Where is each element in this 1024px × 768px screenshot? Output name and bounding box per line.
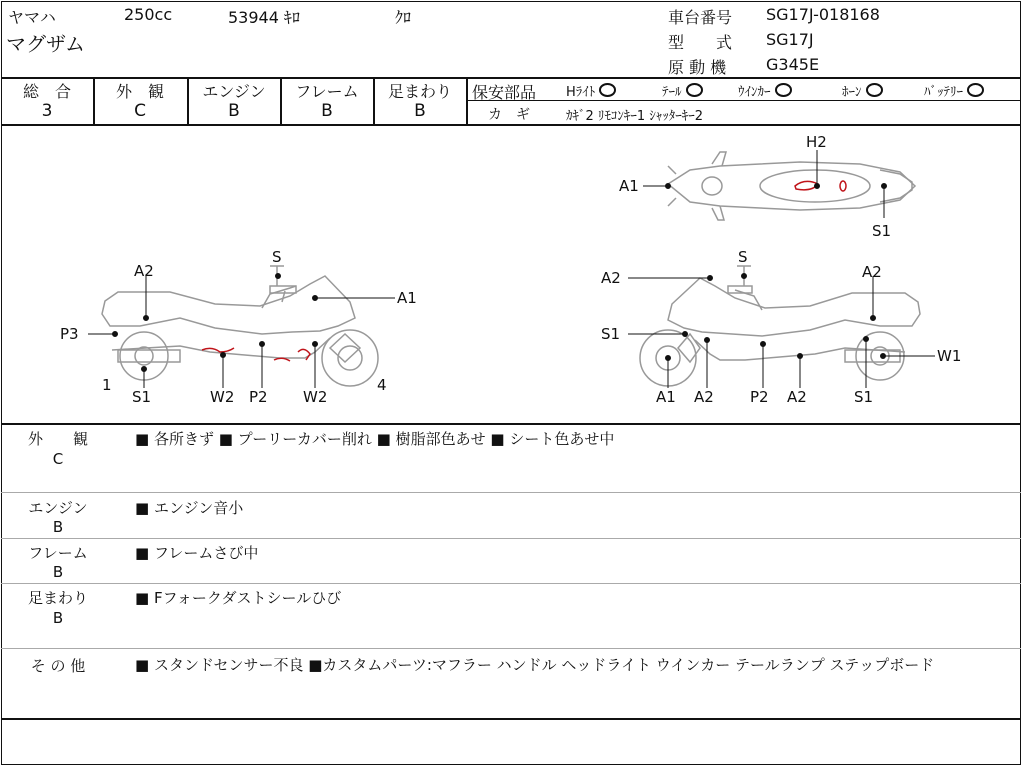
safety-item-label: ﾃｰﾙ: [662, 85, 682, 100]
color: ｸﾛ: [395, 8, 412, 27]
marker-label: A1: [619, 177, 639, 195]
marker-label: S1: [601, 325, 621, 343]
notes-divider: [1, 583, 1021, 584]
notes-divider: [1, 648, 1021, 649]
note-text: ■ フレームさび中: [135, 544, 259, 562]
safety-item-label: ｳｲﾝｶｰ: [738, 85, 771, 100]
notes-divider: [1, 538, 1021, 539]
marker-label: A2: [862, 263, 882, 281]
marker-label: W2: [303, 388, 328, 406]
safety-item-horn: [842, 81, 883, 100]
engine-value: G345E: [766, 55, 820, 74]
safety-item-battery: [924, 81, 984, 100]
note-category: エンジン: [28, 499, 88, 517]
scooter-top-view: [668, 152, 915, 220]
safety-item-label: ﾊﾞｯﾃﾘｰ: [924, 85, 963, 100]
safety-item-label: Hﾗｲﾄ: [566, 85, 596, 100]
safety-label: 保安部品: [472, 83, 537, 102]
notes-divider: [1, 492, 1021, 493]
marker-label: P2: [249, 388, 268, 406]
key-value: ｶｷﾞ2 ﾘﾓｺﾝｷｰ1 ｼｬｯﾀｰｷｰ2: [566, 109, 704, 124]
model-name: マグザム: [6, 32, 85, 56]
notes-bottom-border: [1, 718, 1021, 720]
note-category: 足まわり: [27, 589, 88, 607]
safety-item-label: ﾎｰﾝ: [842, 85, 862, 100]
marker-label: A2: [694, 388, 714, 406]
marker-label: A1: [397, 289, 417, 307]
frame-no-label: 車台番号: [668, 8, 733, 27]
grade-label-overall: 総 合: [22, 82, 71, 101]
note-category: そ の 他: [30, 657, 86, 675]
damage-marks-top: [795, 181, 846, 191]
safety-divider: [466, 100, 1021, 101]
grade-value-overall: 3: [41, 101, 53, 121]
damage-marks-left: [202, 348, 310, 361]
marker-label: S: [738, 248, 748, 266]
grade-label-frame: フレーム: [295, 82, 359, 101]
marker-label: S: [272, 248, 282, 266]
safety-item-headlight: [566, 81, 616, 100]
scooter-right-view: [640, 266, 920, 386]
displacement: 250cc: [124, 5, 173, 24]
ok-circle-icon: [866, 83, 883, 97]
type-label: 型 式: [668, 33, 733, 52]
notes-top-border: [1, 423, 1021, 425]
ok-circle-icon: [599, 83, 616, 97]
note-text: ■ Fフォークダストシールひび: [135, 589, 342, 607]
note-category: 外 観: [27, 430, 88, 448]
note-text: ■ スタンドセンサー不良 ■カスタムパーツ:マフラー ハンドル ヘッドライト ウインカー テールランプ ステップボード: [135, 656, 935, 674]
marker-label: P2: [750, 388, 769, 406]
safety-item-tail: [662, 81, 703, 100]
grade-label-suspension: 足まわり: [387, 82, 452, 101]
key-label: カ ギ: [488, 107, 530, 123]
marker-label: S1: [854, 388, 874, 406]
frame-no: SG17J-018168: [766, 5, 880, 24]
maker: ヤマハ: [8, 8, 56, 27]
ok-circle-icon: [686, 83, 703, 97]
type-value: SG17J: [766, 30, 814, 49]
mileage: 53944 ｷﾛ: [228, 8, 300, 27]
note-grade: B: [52, 609, 64, 627]
grade-label-engine: エンジン: [202, 82, 266, 101]
marker-label: P3: [60, 325, 79, 343]
engine-label: 原 動 機: [668, 58, 727, 77]
note-grade: B: [52, 563, 64, 581]
grade-value-engine: B: [228, 101, 240, 121]
marker-label: A1: [656, 388, 676, 406]
grade-value-exterior: C: [134, 101, 146, 121]
grade-divider: [466, 77, 468, 125]
marker-label: 1: [102, 376, 112, 394]
note-grade: C: [52, 450, 64, 468]
grade-label-exterior: 外 観: [115, 82, 164, 101]
ok-circle-icon: [967, 83, 984, 97]
marker-label: A2: [787, 388, 807, 406]
marker-label: W2: [210, 388, 235, 406]
marker-label: S1: [132, 388, 152, 406]
marker-label: 4: [377, 376, 387, 394]
marker-label: H2: [806, 133, 827, 151]
note-grade: B: [52, 518, 64, 536]
ok-circle-icon: [775, 83, 792, 97]
marker-label: A2: [134, 262, 154, 280]
safety-item-winker: [738, 81, 792, 100]
damage-diagram: [0, 126, 1024, 424]
grade-value-suspension: B: [414, 101, 426, 121]
grade-value-frame: B: [321, 101, 333, 121]
marker-label: A2: [601, 269, 621, 287]
note-text: ■ エンジン音小: [135, 499, 244, 517]
note-text: ■ 各所きず ■ プーリーカバー削れ ■ 樹脂部色あせ ■ シート色あせ中: [135, 430, 615, 448]
note-category: フレーム: [28, 544, 88, 562]
marker-label: W1: [937, 347, 962, 365]
marker-label: S1: [872, 222, 892, 240]
